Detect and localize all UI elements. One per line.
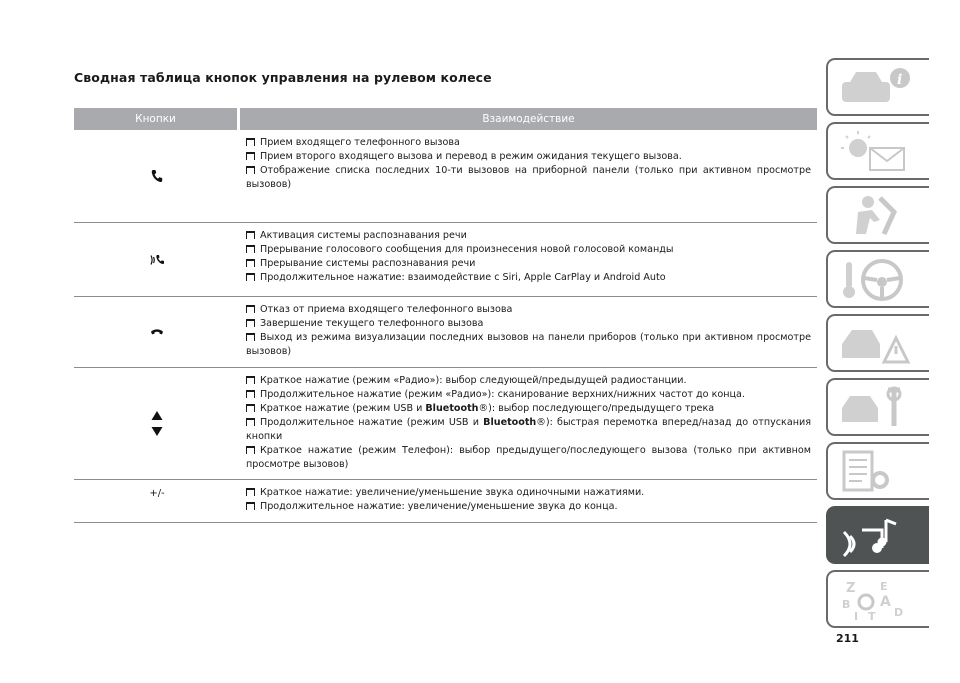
table-row (74, 368, 817, 480)
button-cell (74, 297, 240, 367)
svg-text:T: T (868, 610, 876, 622)
bullet-icon (246, 138, 255, 146)
bullet-icon (246, 166, 255, 174)
bullet-icon (246, 273, 255, 281)
tab-safety[interactable] (826, 186, 929, 244)
tab-maintenance[interactable] (826, 378, 929, 436)
bullet-icon (246, 152, 255, 160)
interaction-cell (240, 297, 817, 367)
controls-table (74, 108, 817, 523)
multimedia-icon (840, 514, 920, 558)
bullet-icon (246, 305, 255, 313)
bullet-icon (246, 319, 255, 327)
list-item: Отображение списка последних 10-ти вызовов на приборной панели (только при активном просмотре вызовов) (246, 165, 811, 190)
table-row (74, 130, 817, 223)
button-cell (74, 130, 240, 222)
warning-light-message-icon (840, 130, 920, 174)
list-item: Завершение текущего телефонного вызова (246, 317, 811, 331)
bullet-icon (246, 446, 255, 454)
svg-text:Z: Z (846, 581, 856, 596)
list-item: Прием входящего телефонного вызова (246, 136, 811, 150)
table-header (74, 108, 817, 130)
car-info-icon (840, 66, 920, 110)
alphabetical-index-icon (840, 578, 920, 622)
up-down-arrows-icon (151, 411, 163, 437)
bullet-icon (246, 390, 255, 398)
list-item: Прием второго входящего вызова и перевод в режим ожидания текущего вызова. (246, 150, 811, 164)
tab-multimedia[interactable] (826, 506, 929, 564)
tab-car-info[interactable] (826, 58, 929, 116)
bullet-icon (246, 333, 255, 341)
column-header-buttons: Кнопки (74, 108, 237, 130)
table-row (74, 480, 817, 523)
bullet-icon (246, 488, 255, 496)
list-item: Продолжительное нажатие: увеличение/уменьшение звука до конца. (246, 500, 811, 514)
list-item: Прерывание голосового сообщения для произнесения новой голосовой команды (246, 243, 811, 257)
list-item: Краткое нажатие (режим «Радио»): выбор следующей/предыдущей радиостанции. (246, 374, 811, 388)
voice-recognition-icon (149, 253, 165, 267)
tab-technical-data[interactable] (826, 442, 929, 500)
list-item: Прерывание системы распознавания речи (246, 257, 811, 271)
button-cell (74, 368, 240, 479)
tab-starting-driving[interactable] (826, 250, 929, 308)
technical-data-icon (840, 450, 920, 494)
svg-text:D: D (894, 606, 904, 619)
column-header-interaction: Взаимодействие (240, 108, 817, 130)
interaction-cell (240, 480, 817, 522)
button-cell (74, 223, 240, 296)
chapter-tabs (826, 58, 931, 634)
svg-text:i: i (897, 72, 903, 88)
phone-answer-icon (151, 169, 163, 183)
bullet-icon (246, 259, 255, 267)
list-item: Отказ от приема входящего телефонного вызова (246, 303, 811, 317)
list-item: Выход из режима визуализации последних вызовов на панели приборов (только при активном просмотре вызовов) (246, 332, 811, 357)
seat-airbag-icon (840, 194, 920, 238)
bullet-icon (246, 502, 255, 510)
button-cell (74, 480, 240, 522)
volume-button-label: +/- (149, 488, 165, 499)
interaction-cell (240, 223, 817, 296)
list-item: Краткое нажатие (режим Телефон): выбор предыдущего/последующего вызова (только при активном просмотре вызовов) (246, 445, 811, 470)
interaction-cell (240, 130, 817, 222)
svg-text:B: B (842, 598, 851, 611)
list-item: Продолжительное нажатие (режим USB и Bluetooth®): быстрая перемотка вперед/назад до отпускания кнопки (246, 417, 811, 442)
page-number: 211 (836, 632, 859, 645)
interaction-cell (240, 368, 817, 479)
bullet-icon (246, 231, 255, 239)
list-item: Продолжительное нажатие (режим «Радио»): сканирование верхних/нижних частот до конца. (246, 388, 811, 402)
list-item: Краткое нажатие: увеличение/уменьшение звука одиночными нажатиями. (246, 486, 811, 500)
bullet-icon (246, 376, 255, 384)
car-emergency-icon (840, 322, 920, 366)
table-row (74, 223, 817, 297)
list-item: Продолжительное нажатие: взаимодействие с Siri, Apple CarPlay и Android Auto (246, 271, 811, 285)
table-row (74, 297, 817, 368)
key-steering-wheel-icon (840, 258, 920, 302)
page-title: Сводная таблица кнопок управления на рулевом колесе (74, 70, 492, 85)
bullet-icon (246, 245, 255, 253)
list-item: Активация системы распознавания речи (246, 229, 811, 243)
svg-text:E: E (880, 580, 888, 593)
list-item: Краткое нажатие (режим USB и Bluetooth®): выбор последующего/предыдущего трека (246, 402, 811, 416)
phone-hangup-icon (150, 328, 164, 336)
bullet-icon (246, 418, 255, 426)
svg-text:A: A (880, 594, 891, 610)
tab-emergency[interactable] (826, 314, 929, 372)
svg-text:I: I (854, 610, 859, 622)
car-maintenance-icon (840, 386, 920, 430)
tab-warning-lights[interactable] (826, 122, 929, 180)
bullet-icon (246, 404, 255, 412)
tab-index[interactable] (826, 570, 929, 628)
